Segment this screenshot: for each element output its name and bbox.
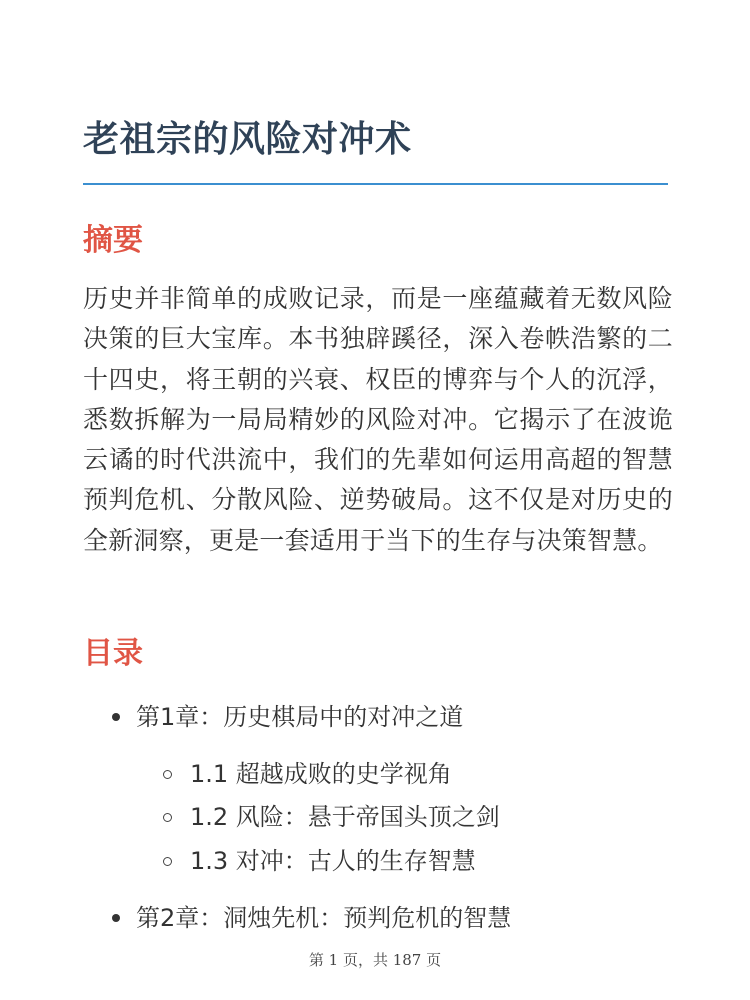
toc-chapter-2 bbox=[112, 901, 511, 935]
circle-bullet-icon bbox=[163, 770, 172, 779]
toc-chapter-label: 第2章：洞烛先机：预判危机的智慧 bbox=[136, 904, 512, 932]
page-number-footer: 第 1 页，共 187 页 bbox=[308, 951, 442, 969]
summary-heading: 摘要 bbox=[83, 223, 143, 258]
toc-section-label: 1.1 超越成败的史学视角 bbox=[190, 760, 452, 788]
toc-section-1-1 bbox=[163, 757, 452, 791]
toc-chapter-1 bbox=[112, 700, 463, 734]
toc-heading: 目录 bbox=[83, 636, 143, 671]
toc-section-label: 1.3 对冲：古人的生存智慧 bbox=[190, 847, 476, 875]
toc-chapter-label: 第1章：历史棋局中的对冲之道 bbox=[136, 703, 464, 731]
bullet-icon bbox=[112, 713, 120, 721]
document-title: 老祖宗的风险对冲术 bbox=[83, 119, 412, 160]
summary-paragraph: 历史并非简单的成败记录，而是一座蕴藏着无数风险决策的巨大宝库。本书独辟蹊径，深入卷帙浩繁的二十四史，将王朝的兴衰、权臣的博弈与个人的沉浮，悉数拆解为一局局精妙的风险对冲。它揭示了在波诡云谲的时代洪流中，我们的先辈如何运用高超的智慧预判危机、分散风险、逆势破局。这不仅是对历史的全新洞察，更是一套适用于当下的生存与决策智慧。 bbox=[83, 284, 673, 555]
bullet-icon bbox=[112, 914, 120, 922]
toc-section-label: 1.2 风险：悬于帝国头顶之剑 bbox=[190, 803, 500, 831]
circle-bullet-icon bbox=[163, 857, 172, 866]
toc-section-1-2 bbox=[163, 800, 500, 834]
title-divider bbox=[83, 183, 668, 185]
toc-section-1-3 bbox=[163, 844, 476, 878]
circle-bullet-icon bbox=[163, 813, 172, 822]
